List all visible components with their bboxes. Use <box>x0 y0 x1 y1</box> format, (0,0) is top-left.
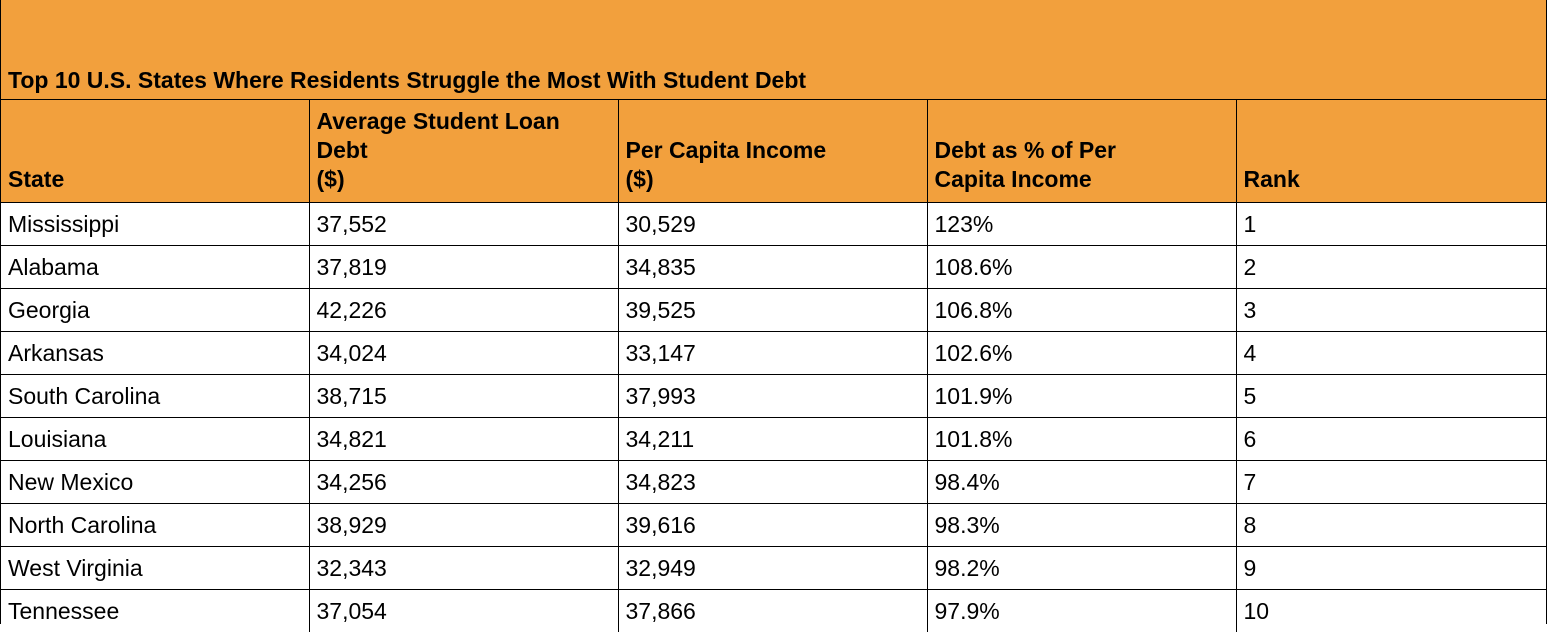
cell-rank: 6 <box>1236 417 1546 460</box>
cell-average-debt: 32,343 <box>309 546 618 589</box>
cell-rank: 7 <box>1236 460 1546 503</box>
cell-average-debt: 34,024 <box>309 331 618 374</box>
table-row <box>1 546 1546 589</box>
cell-state: South Carolina <box>1 374 309 417</box>
table-row <box>1 460 1546 503</box>
header-line: Debt <box>316 136 368 163</box>
cell-per-capita-income: 39,616 <box>618 503 927 546</box>
table-row <box>1 374 1546 417</box>
table-row <box>1 417 1546 460</box>
header-line: Capita Income <box>934 165 1092 192</box>
column-header-average-student-loan-debt <box>309 100 618 202</box>
cell-rank: 10 <box>1236 589 1546 632</box>
table-row <box>1 589 1546 632</box>
title-band <box>1 0 1546 100</box>
cell-state: Louisiana <box>1 417 309 460</box>
table-body <box>1 202 1546 632</box>
header-line: ($) <box>316 165 345 192</box>
header-line: Average Student Loan <box>316 107 560 134</box>
cell-per-capita-income: 37,866 <box>618 589 927 632</box>
cell-per-capita-income: 34,823 <box>618 460 927 503</box>
cell-rank: 4 <box>1236 331 1546 374</box>
cell-average-debt: 37,819 <box>309 245 618 288</box>
cell-debt-percent: 97.9% <box>927 589 1236 632</box>
cell-average-debt: 42,226 <box>309 288 618 331</box>
cell-per-capita-income: 39,525 <box>618 288 927 331</box>
cell-per-capita-income: 32,949 <box>618 546 927 589</box>
cell-debt-percent: 108.6% <box>927 245 1236 288</box>
cell-per-capita-income: 34,835 <box>618 245 927 288</box>
header-row <box>1 100 1546 202</box>
cell-state: New Mexico <box>1 460 309 503</box>
cell-rank: 1 <box>1236 202 1546 245</box>
header-line: ($) <box>625 165 654 192</box>
header-line: Per Capita Income <box>625 136 827 163</box>
cell-per-capita-income: 33,147 <box>618 331 927 374</box>
cell-debt-percent: 101.9% <box>927 374 1236 417</box>
header-line: Debt as % of Per <box>934 136 1116 163</box>
column-header-state <box>1 100 309 202</box>
cell-per-capita-income: 37,993 <box>618 374 927 417</box>
cell-average-debt: 37,552 <box>309 202 618 245</box>
table-row <box>1 503 1546 546</box>
cell-debt-percent: 98.4% <box>927 460 1236 503</box>
cell-state: Georgia <box>1 288 309 331</box>
cell-rank: 8 <box>1236 503 1546 546</box>
cell-state: North Carolina <box>1 503 309 546</box>
cell-average-debt: 37,054 <box>309 589 618 632</box>
cell-average-debt: 38,715 <box>309 374 618 417</box>
cell-debt-percent: 101.8% <box>927 417 1236 460</box>
cell-debt-percent: 98.3% <box>927 503 1236 546</box>
cell-debt-percent: 123% <box>927 202 1236 245</box>
header-line: State <box>8 165 65 192</box>
cell-average-debt: 34,821 <box>309 417 618 460</box>
column-header-rank <box>1236 100 1546 202</box>
cell-state: Arkansas <box>1 331 309 374</box>
cell-state: Alabama <box>1 245 309 288</box>
header-line: Rank <box>1243 165 1300 192</box>
data-table <box>1 100 1546 632</box>
cell-rank: 9 <box>1236 546 1546 589</box>
column-header-debt-percent-of-income <box>927 100 1236 202</box>
cell-state: Tennessee <box>8 597 120 624</box>
cell-debt-percent: 98.2% <box>927 546 1236 589</box>
cell-rank: 2 <box>1236 245 1546 288</box>
cell-state: West Virginia <box>1 546 309 589</box>
cell-state: Mississippi <box>1 202 309 245</box>
cell-per-capita-income: 34,211 <box>618 417 927 460</box>
cell-rank: 5 <box>1236 374 1546 417</box>
cell-average-debt: 38,929 <box>309 503 618 546</box>
cell-debt-percent: 102.6% <box>927 331 1236 374</box>
table-title: Top 10 U.S. States Where Residents Struggle the Most With Student Debt <box>8 67 807 93</box>
table-row <box>1 245 1546 288</box>
table-row <box>1 331 1546 374</box>
cell-rank: 3 <box>1236 288 1546 331</box>
cell-average-debt: 34,256 <box>309 460 618 503</box>
cell-per-capita-income: 30,529 <box>618 202 927 245</box>
table-row <box>1 202 1546 245</box>
table-row <box>1 288 1546 331</box>
column-header-per-capita-income <box>618 100 927 202</box>
cell-debt-percent: 106.8% <box>927 288 1236 331</box>
